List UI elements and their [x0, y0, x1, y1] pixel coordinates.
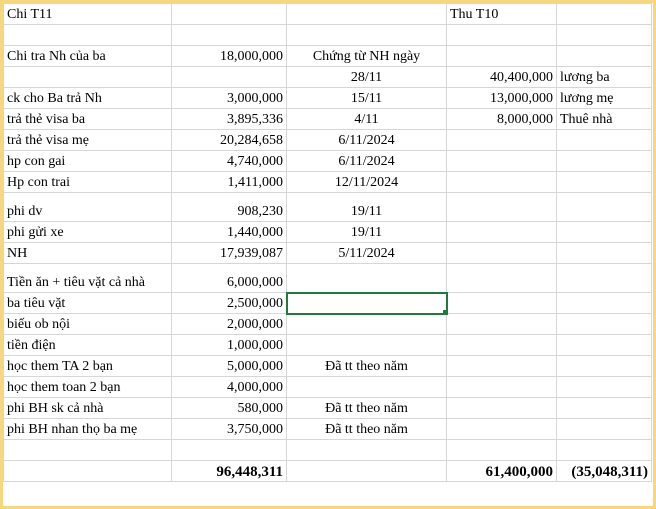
cell-b[interactable]: 3,000,000: [172, 88, 287, 109]
cell-c[interactable]: Chứng từ NH ngày: [287, 46, 447, 67]
cell-e[interactable]: [557, 377, 652, 398]
cell[interactable]: [287, 4, 447, 25]
cell[interactable]: [4, 461, 172, 482]
table-row: [4, 398, 652, 419]
cell-a[interactable]: [4, 67, 172, 88]
table-row: [4, 377, 652, 398]
total-chi[interactable]: 96,448,311: [172, 461, 287, 482]
cell-c[interactable]: 4/11: [287, 109, 447, 130]
table-row: [4, 264, 652, 293]
cell-e[interactable]: [557, 243, 652, 264]
cell-e[interactable]: [557, 46, 652, 67]
cell-a[interactable]: trả thẻ visa ba: [4, 109, 172, 130]
cell-b[interactable]: 4,000,000: [172, 377, 287, 398]
cell-e[interactable]: [557, 151, 652, 172]
cell-e[interactable]: [557, 193, 652, 222]
cell-a[interactable]: trả thẻ visa mẹ: [4, 130, 172, 151]
cell-b[interactable]: [172, 440, 287, 461]
cell-b[interactable]: 6,000,000: [172, 264, 287, 293]
cell-e[interactable]: [557, 25, 652, 46]
cell-a[interactable]: phi gửi xe: [4, 222, 172, 243]
cell-b[interactable]: 1,411,000: [172, 172, 287, 193]
cell-a[interactable]: học them TA 2 bạn: [4, 356, 172, 377]
cell-d[interactable]: [447, 377, 557, 398]
header-thu-t10[interactable]: Thu T10: [447, 4, 557, 25]
table-row: [4, 67, 652, 88]
cell-a[interactable]: Chi tra Nh của ba: [4, 46, 172, 67]
cell-e[interactable]: [557, 419, 652, 440]
table-row: [4, 130, 652, 151]
cell-d[interactable]: [447, 193, 557, 222]
cell-c[interactable]: 15/11: [287, 88, 447, 109]
cell-e[interactable]: [557, 222, 652, 243]
cell-e[interactable]: Thuê nhà: [557, 109, 652, 130]
cell-a[interactable]: ck cho Ba trả Nh: [4, 88, 172, 109]
cell-e[interactable]: [557, 314, 652, 335]
cell-d[interactable]: [447, 243, 557, 264]
cell-d[interactable]: [447, 46, 557, 67]
cell-b[interactable]: 2,500,000: [172, 293, 287, 314]
cell-c[interactable]: 6/11/2024: [287, 130, 447, 151]
cell-c[interactable]: 12/11/2024: [287, 172, 447, 193]
cell-d[interactable]: [447, 264, 557, 293]
cell-b[interactable]: [172, 67, 287, 88]
fill-handle[interactable]: [442, 309, 447, 314]
cell-e[interactable]: [557, 130, 652, 151]
cell-d[interactable]: [447, 222, 557, 243]
cell-a[interactable]: biếu ob nội: [4, 314, 172, 335]
table-row: [4, 440, 652, 461]
cell-c[interactable]: Đã tt theo năm: [287, 419, 447, 440]
cell-a[interactable]: ba tiêu vặt: [4, 293, 172, 314]
cell-b[interactable]: 1,000,000: [172, 335, 287, 356]
cell-b[interactable]: 17,939,087: [172, 243, 287, 264]
cell-d[interactable]: [447, 314, 557, 335]
table-row: [4, 243, 652, 264]
cell-c[interactable]: 5/11/2024: [287, 243, 447, 264]
table-row: [4, 46, 652, 67]
cell-d[interactable]: [447, 151, 557, 172]
cell-a[interactable]: tiền điện: [4, 335, 172, 356]
cell-b[interactable]: 5,000,000: [172, 356, 287, 377]
total-thu[interactable]: 61,400,000: [447, 461, 557, 482]
cell-c[interactable]: [287, 377, 447, 398]
cell-c[interactable]: 28/11: [287, 67, 447, 88]
cell-c[interactable]: [287, 440, 447, 461]
cell-d[interactable]: [447, 419, 557, 440]
table-row: [4, 109, 652, 130]
cell-d[interactable]: [447, 356, 557, 377]
table-row: [4, 356, 652, 377]
cell-d[interactable]: 40,400,000: [447, 67, 557, 88]
table-row: [4, 293, 652, 314]
cell-b[interactable]: 908,230: [172, 193, 287, 222]
table-row: [4, 335, 652, 356]
cell-e[interactable]: [557, 264, 652, 293]
cell-a[interactable]: Hp con trai: [4, 172, 172, 193]
cell-c[interactable]: [287, 264, 447, 293]
cell-b[interactable]: 580,000: [172, 398, 287, 419]
cell-a[interactable]: phi dv: [4, 193, 172, 222]
sheet-grid: [3, 3, 652, 482]
cell-d[interactable]: [447, 440, 557, 461]
cell-a[interactable]: hp con gai: [4, 151, 172, 172]
cell-d[interactable]: [447, 25, 557, 46]
cell-a[interactable]: [4, 440, 172, 461]
cell-d[interactable]: [447, 293, 557, 314]
cell-b[interactable]: 4,740,000: [172, 151, 287, 172]
cell-c[interactable]: 19/11: [287, 193, 447, 222]
cell-e[interactable]: [557, 440, 652, 461]
cell-c[interactable]: [287, 25, 447, 46]
cell-a[interactable]: [4, 25, 172, 46]
cell-e[interactable]: [557, 356, 652, 377]
cell-b[interactable]: 20,284,658: [172, 130, 287, 151]
cell-d[interactable]: [447, 398, 557, 419]
cell-c[interactable]: [287, 335, 447, 356]
cell-d[interactable]: 8,000,000: [447, 109, 557, 130]
header-row: [4, 4, 652, 25]
cell-d[interactable]: [447, 335, 557, 356]
cell-c[interactable]: Đã tt theo năm: [287, 356, 447, 377]
cell-d[interactable]: 13,000,000: [447, 88, 557, 109]
totals-row: [4, 461, 652, 482]
cell-e[interactable]: lương ba: [557, 67, 652, 88]
table-row: [4, 172, 652, 193]
cell-d[interactable]: [447, 130, 557, 151]
cell-e[interactable]: [557, 335, 652, 356]
table-row: [4, 193, 652, 222]
table-row: [4, 25, 652, 46]
cell-a[interactable]: phi BH sk cả nhà: [4, 398, 172, 419]
cell-b[interactable]: 3,895,336: [172, 109, 287, 130]
header-chi-t11[interactable]: Chi T11: [4, 4, 172, 25]
table-row: [4, 88, 652, 109]
selected-cell[interactable]: [287, 293, 447, 314]
cell[interactable]: [172, 4, 287, 25]
cell-d[interactable]: [447, 172, 557, 193]
cell-c[interactable]: [287, 314, 447, 335]
cell-a[interactable]: Tiền ăn + tiêu vặt cả nhà: [4, 264, 172, 293]
table-row: [4, 419, 652, 440]
cell-c[interactable]: Đã tt theo năm: [287, 398, 447, 419]
cell[interactable]: [557, 4, 652, 25]
total-diff[interactable]: (35,048,311): [557, 461, 652, 482]
table-row: [4, 222, 652, 243]
table-row: [4, 314, 652, 335]
cell-a[interactable]: NH: [4, 243, 172, 264]
cell-e[interactable]: [557, 293, 652, 314]
cell-b[interactable]: [172, 25, 287, 46]
cell[interactable]: [287, 461, 447, 482]
cell-b[interactable]: 18,000,000: [172, 46, 287, 67]
cell-b[interactable]: 3,750,000: [172, 419, 287, 440]
cell-e[interactable]: [557, 398, 652, 419]
spreadsheet: [3, 3, 653, 506]
cell-c[interactable]: 19/11: [287, 222, 447, 243]
cell-e[interactable]: [557, 172, 652, 193]
cell-c[interactable]: 6/11/2024: [287, 151, 447, 172]
cell-e[interactable]: lương mẹ: [557, 88, 652, 109]
cell-b[interactable]: 1,440,000: [172, 222, 287, 243]
cell-a[interactable]: học them toan 2 bạn: [4, 377, 172, 398]
table-row: [4, 151, 652, 172]
cell-b[interactable]: 2,000,000: [172, 314, 287, 335]
cell-a[interactable]: phi BH nhan thọ ba mẹ: [4, 419, 172, 440]
